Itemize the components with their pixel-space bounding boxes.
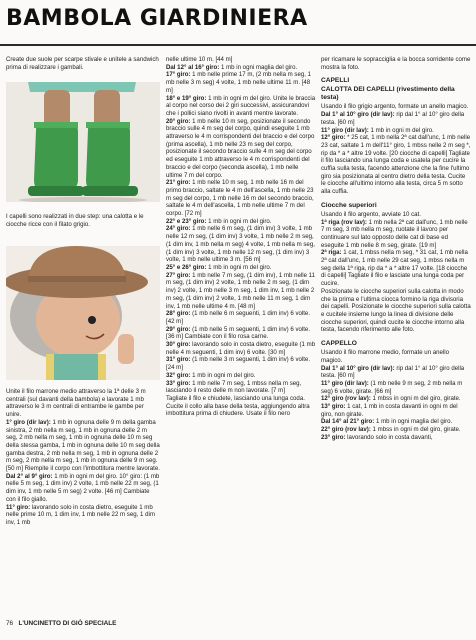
instruction-paragraph: 28° giro: (1 mb nelle 6 m seguenti, 1 dim inv) 6 volte. [42 m] xyxy=(166,310,311,325)
instruction-paragraph: Dal 14° al 21° giro: 1 mb in ogni maglia del giro. xyxy=(321,418,453,426)
instruction-paragraph: 27° giro: 1 mb nelle 7 m seg, (1 dim inv), 1 mb nelle 11 m seg, (1 dim inv) 2 volte, 1 mb nelle 2 m seg, (1 dim inv) 2 volte, 1 mb nelle 3 m seg, 1 dim inv, 1 mb nelle 2 m seg, (1 dim inv) 2 volte, 1 mb nelle 11 m seg, 1 dim inv, 1 mb nelle ultime 4 m. [48 m] xyxy=(166,271,315,310)
section-heading-calotta: CALOTTA DEI CAPELLI (rivestimento della testa) xyxy=(321,86,455,102)
instruction-paragraph: 30° giro: lavorando solo in costa dietro, eseguite (1 mb nelle 4 m seguenti, 1 dim inv) 6 volte. [30 m] xyxy=(166,341,316,356)
instruction-paragraph: 18° e 19° giro: 1 mb in ogni m del giro. Unite le braccia al corpo nel corso dei 2 giri successivi, assicurandovi che i pollici siano rivolti in avanti mentre lavorate. xyxy=(166,94,316,117)
column-3-instructions xyxy=(321,56,471,611)
instruction-paragraph: Unite il filo marrone medio attraverso la 1ª delle 3 m centrali (sul davanti della bambola) e lavorate 1 mb attraverso le 3 m centrali di entrambe le gambe per unire. xyxy=(6,388,146,419)
doll-head-photo xyxy=(6,246,160,380)
section-heading-capelli: CAPELLI xyxy=(321,77,350,85)
instruction-paragraph: 17° giro: 1 mb nelle prime 17 m, (2 mb nella m seg, 1 mb nelle 3 m seg) 4 volte, 1 mb nelle ultime 11 m. [48 m] xyxy=(166,71,312,94)
column-1-instructions xyxy=(6,388,160,608)
instruction-paragraph: 11° giro: lavorando solo in costa dietro, eseguite 1 mb nelle prime 10 m, 1 dim inv, 1 mb nelle 22 m seg, 1 dim inv, 1 mb xyxy=(6,503,155,526)
instruction-paragraph: Dal 1° al 10° giro (dir lav): rip dal 1° al 10° giro della testa. [60 m] xyxy=(321,364,465,380)
instruction-paragraph: per ricamare le sopracciglia e la bocca sorridente come mostra la foto. xyxy=(321,56,471,71)
instruction-paragraph: 1° giro (dir lav): 1 mb in ognuna delle 9 m della gamba sinistra, 2 mb nella m seg, 1 mb in ognuna delle 2 m seg, 2 mb nella m seg, 1 mb in ognuna delle 10 m seg della stessa gamba, 1 mb in ognuna delle 10 m seg della gamba destra, 2 mb nella m seg, 1 mb in ognuna delle 2 m seg, 2 mb nella m seg, 1 mb in ognuna delle 9 m seg. [50 m] Riempite il corpo con l'imbottitura mentre lavorate. xyxy=(6,418,160,473)
column-2-instructions xyxy=(166,56,316,611)
instruction-paragraph: nelle ultime 10 m. [44 m] xyxy=(166,56,233,63)
page-footer xyxy=(6,620,116,627)
title-divider xyxy=(0,44,476,46)
instruction-paragraph: 11° giro (dir lav): 1 mb in ogni m del giro. xyxy=(321,126,434,134)
instruction-paragraph: 20° giro: 1 mb nelle 10 m seg, posizionate il secondo braccio sulle 4 m seg del corpo, quindi eseguite 1 mb attraverso le 4 m corrispondenti del braccio e del corpo (prima ascella), 1 mb nelle 23 m seg del corpo, posizionate il secondo braccio sulle 4 m seg del corpo ed eseguite 1 mb attraverso le 4 m corrispondenti del braccio e del corpo (seconda ascella), 1 mb nelle ultime 7 m del corpo. xyxy=(166,117,315,179)
instruction-paragraph: 31° giro: (1 mb nelle 3 m seguenti, 1 dim inv) 6 volte. [24 m] xyxy=(166,356,311,372)
instruction-paragraph: 21° giro: 1 mb nelle 10 m seg, 1 mb nelle 16 m del primo braccio, saltate le 4 m dell'ascella, 1 mb nelle 23 m seg del corpo, 1 mb nelle 16 m del secondo braccio, saltate le 4 m dell'ascella, 1 mb nelle ultime 7 m del corpo. [72 m] xyxy=(166,179,314,218)
instruction-paragraph: Tagliate il filo e chiudete, lasciando una lunga coda. Cucite il collo alla base della testa, aggiungendo altra imbottitura prima di chiudere. Usate il filo nero xyxy=(166,394,310,418)
instruction-paragraph: 12° giro: * 25 cat, 1 mb nella 2ª cat dall'unc, 1 mb nelle 23 cat, saltate 1 m dell'11° giro, 1 mbss nelle 2 m seg *, rip da * a * altre 19 volte. [20 ciocche di capelli] Tagliate il filo lasciando una lunga coda e usatela per cucire la cuffia sulla testa, facendo attenzione che la fine l'ultimo giro sia posizionata al centro dietro della testa. Cucite le ciocche all'ultimo intorno alla testa, circa 5 m sotto alla cuffia. xyxy=(321,134,471,196)
photo-caption: I capelli sono realizzati in due step: una calotta e le ciocche ricce con il filato grigio. xyxy=(6,213,144,228)
instruction-paragraph: Dal 1° al 10° giro (dir lav): rip dal 1° al 10° giro della testa. [60 m] xyxy=(321,111,465,126)
doll-legs-photo xyxy=(6,82,160,202)
instruction-paragraph: Usando il filo marrone medio, formate un anello magico. xyxy=(321,349,450,364)
instruction-paragraph: 23° giro: lavorando solo in costa davanti, xyxy=(321,433,433,441)
instruction-paragraph: 32° giro: 1 mb in ogni m del giro. xyxy=(166,371,256,379)
instruction-paragraph: Usando il filo grigio argento, formate un anello magico. xyxy=(321,103,469,111)
instruction-paragraph: 2ª riga: 1 cat, 1 mbss nella m seg, * 31 cat, 1 mb nella 2ª cat dall'unc, 1 mb nelle 29 cat seg, 1 mbss nella m seg della 1ª riga, rip da * a * altre 17 volte. [18 ciocche di capelli] Tagliate il filo e lasciate una lunga coda per cucire. xyxy=(321,249,468,288)
instruction-paragraph: Posizionate le ciocche superiori sulla calotta in modo che la prima e l'ultima ciocca formino la riga divisoria dei capelli. Posizionate le ciocche superiori sulla calotta e cucitele insieme lungo la linea di divisione delle ciocche superiori, quindi cucite le ciocche intorno alla testa, facendo riferimento alle foto. xyxy=(321,287,471,334)
instruction-paragraph: 1ª riga (rov lav): 1 mb nella 2ª cat dall'unc, 1 mb nelle 7 m seg, 3 mb nella m seg, ruotate il lavoro per continuare sul lato opposto delle cat di base ed eseguite 1 mb nelle 8 m seg, girate. [19 m] xyxy=(321,218,468,249)
instruction-paragraph: 22° e 23° giro: 1 mb in ogni m del giro. xyxy=(166,217,272,225)
section-heading-cappello: CAPPELLO xyxy=(321,340,357,348)
section-heading-ciocche: Ciocche superiori xyxy=(321,201,377,209)
instruction-paragraph: Usando il filo argento, avviate 10 cat. xyxy=(321,210,421,218)
instruction-paragraph: 25° e 26° giro: 1 mb in ogni m del giro. xyxy=(166,263,272,271)
instruction-paragraph: 33° giro: 1 mb nelle 7 m seg, 1 mbss nella m seg, lasciando il resto delle m non lavorate. [7 m] xyxy=(166,379,302,395)
instruction-paragraph: 12° giro (rov lav): 1 mbss in ogni m del giro, girate. xyxy=(321,395,461,403)
page-title: BAMBOLA GIARDINIERA xyxy=(6,6,308,31)
instruction-paragraph: Dal 12° al 16° giro: 1 mb in ogni maglia del giro. xyxy=(166,63,298,71)
intro-text: Create due suole per scarpe stivale e unitele a sandwich prima di realizzare i gambali. xyxy=(6,56,159,71)
instruction-paragraph: 11° giro (dir lav): (1 mb nelle 9 m seg, 2 mb nella m seg) 6 volte, girate. [66 m] xyxy=(321,379,463,395)
instruction-paragraph: 13° giro: 1 cat, 1 mb in costa davanti in ogni m del giro, non girate. xyxy=(321,403,458,418)
page-number: 76 xyxy=(6,620,14,627)
instruction-paragraph: Dal 2° al 9° giro: 1 mb in ogni m del giro. 10° giro: (1 mb nelle 5 m seg, 1 dim inv) 2 volte, 1 mb nelle 22 m seg, (1 dim inv, 1 mb nelle 5 m seg) 2 volte. [46 m] Cambiate con il filo giallo. xyxy=(6,472,160,503)
magazine-name: L'UNCINETTO DI GIÒ SPECIALE xyxy=(18,620,117,627)
instruction-paragraph: 22° giro (rov lav): 1 mbss in ogni m del giro, girate. xyxy=(321,426,461,434)
instruction-paragraph: 29° giro: (1 mb nelle 5 m seguenti, 1 dim inv) 6 volte. [36 m] Cambiate con il filo rosa carne. xyxy=(166,325,311,341)
instruction-paragraph: 24° giro: 1 mb nelle 6 m seg, (1 dim inv) 3 volte, 1 mb nelle 12 m seg, (1 dim inv) 3 volte, 1 mb nelle 2 m seg, (1 dim inv, 1 mb nella m seg) 4 volte, 1 mb nella m seg, (1 dim inv) 3 volte, 1 mb nelle 12 m seg, (1 dim inv) 3 volte, 1 mb nelle ultime 3 m. [56 m] xyxy=(166,225,315,264)
